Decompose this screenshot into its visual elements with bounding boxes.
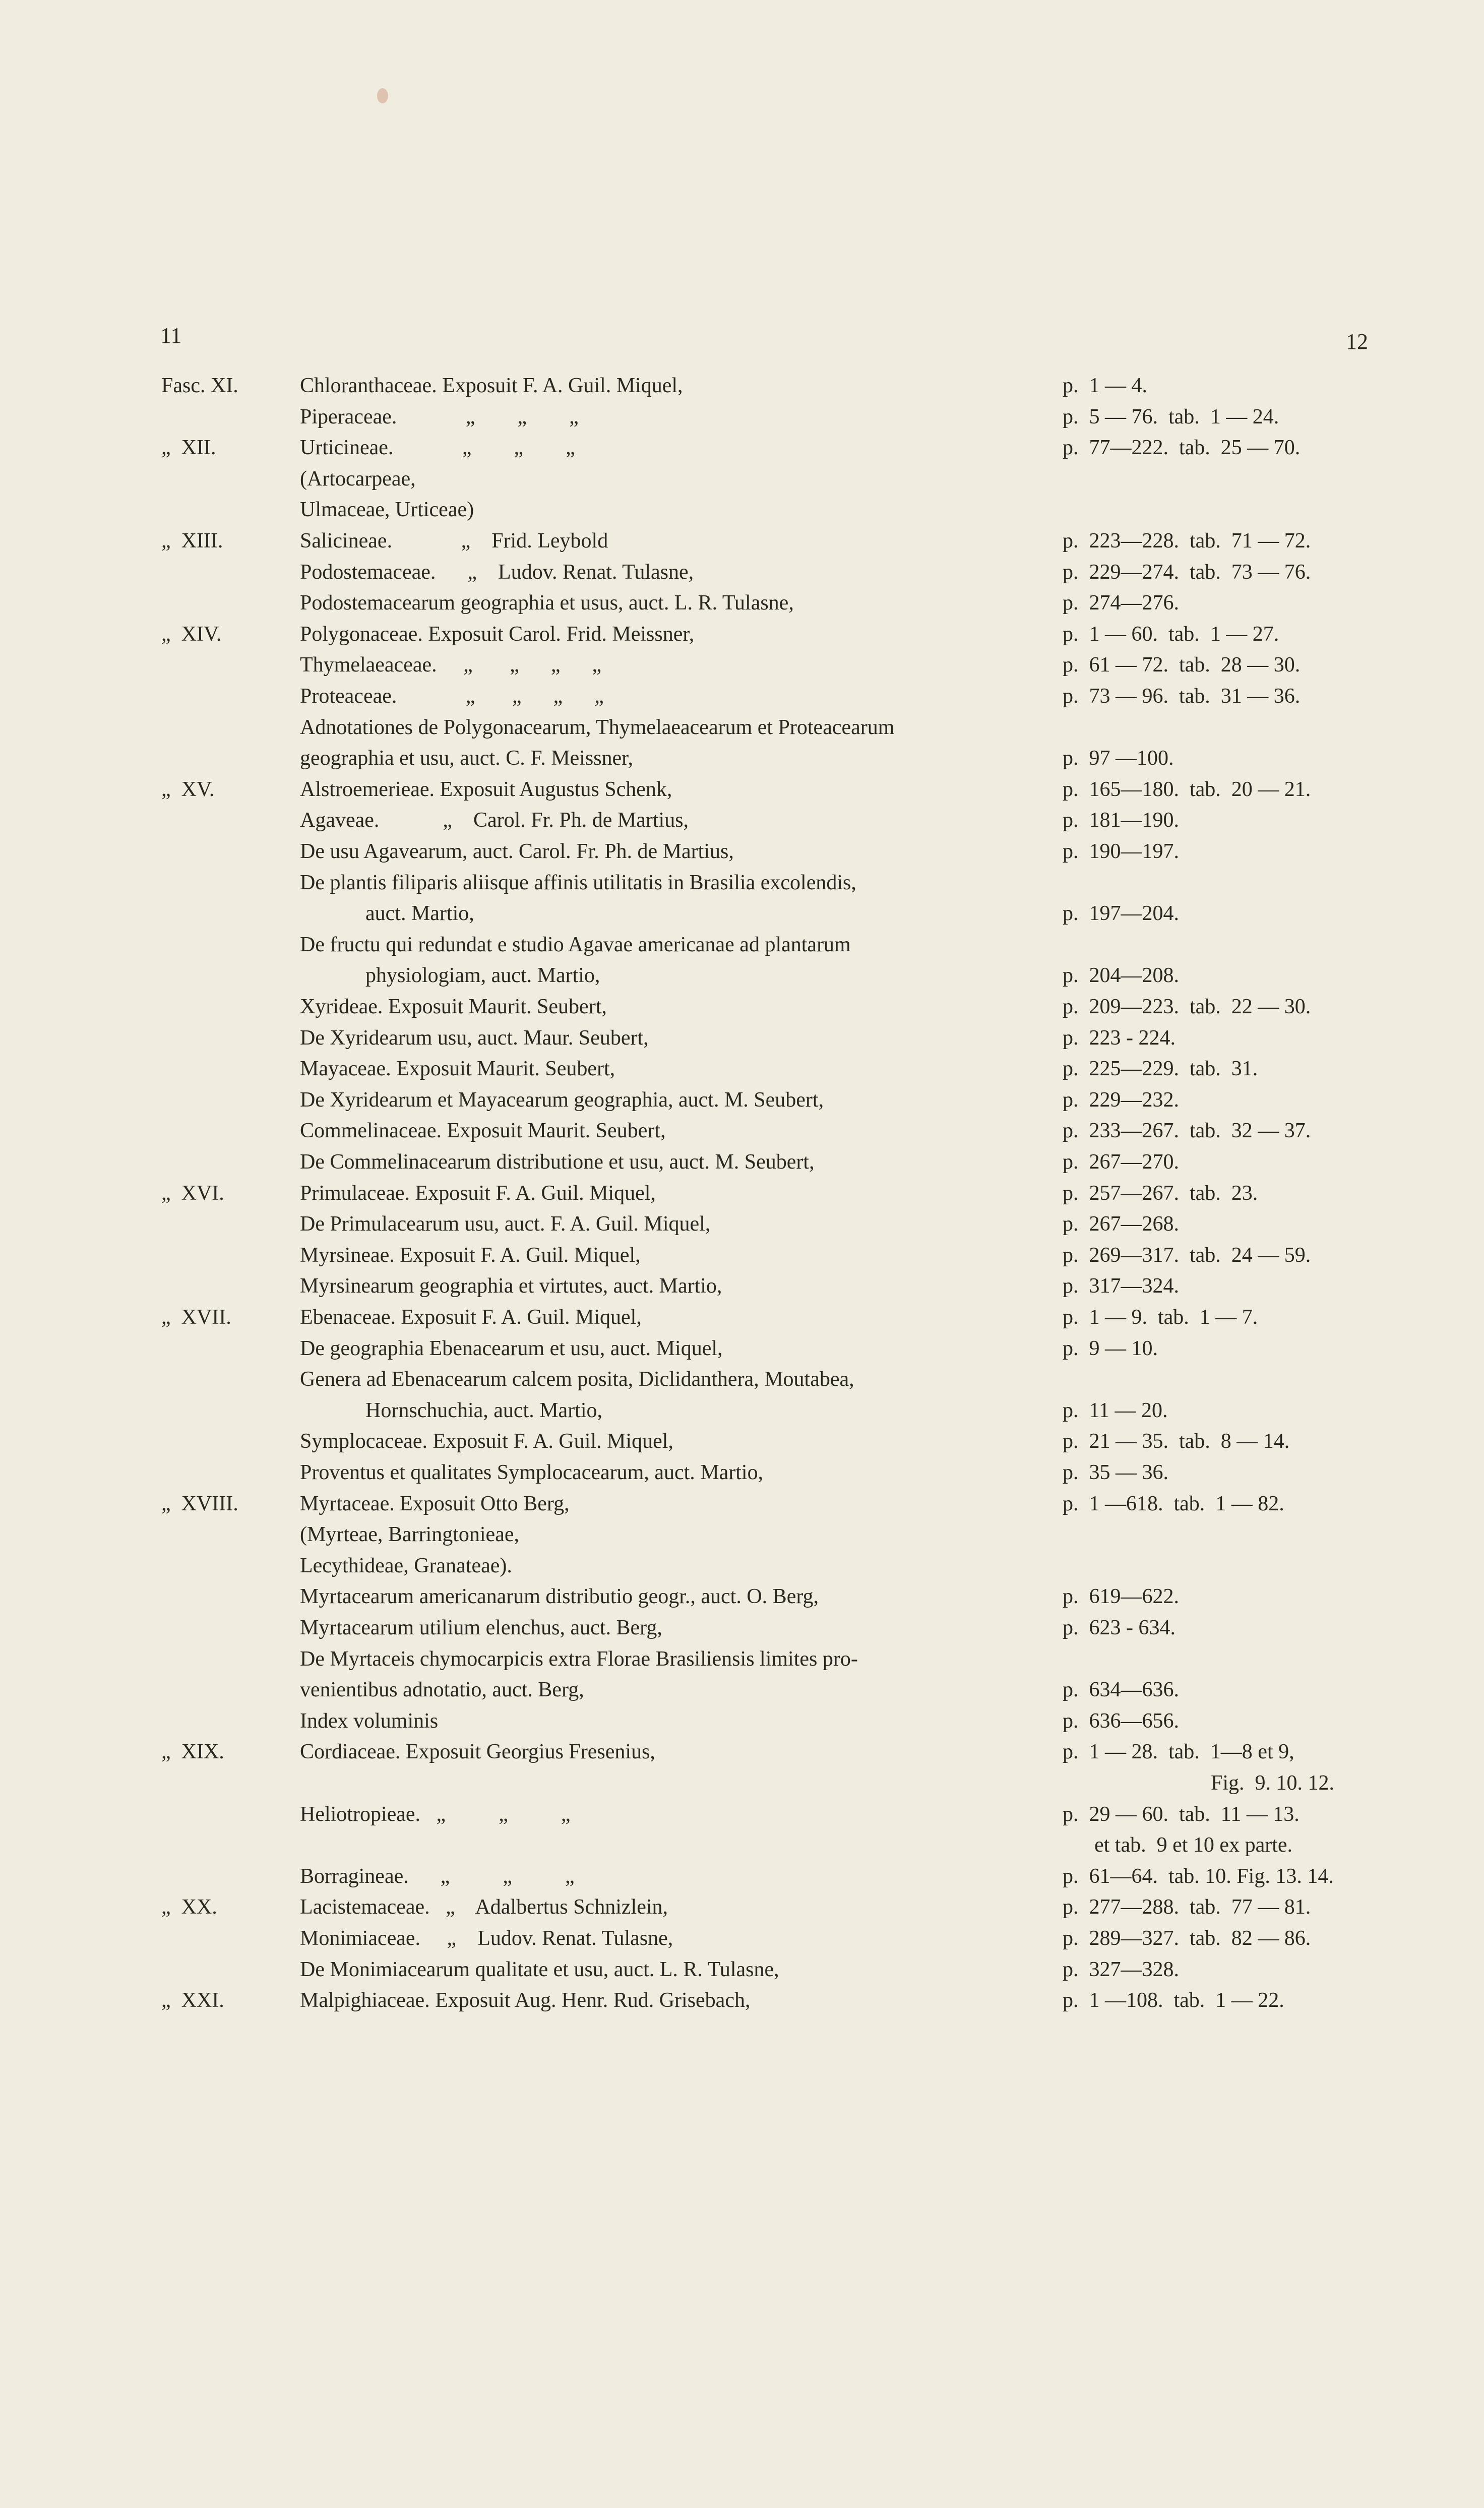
entry-pages: p. 223—228. tab. 71 — 72. [1063, 529, 1311, 553]
entry-pages: p. 233—267. tab. 32 — 37. [1063, 1119, 1311, 1143]
entry-title: Genera ad Ebenacearum calcem posita, Diclidanthera, Moutabea, [300, 1368, 854, 1391]
entry-title: Adnotationes de Polygonacearum, Thymelaeacearum et Proteacearum [300, 715, 895, 739]
entry-pages: p. 165—180. tab. 20 — 21. [1063, 777, 1311, 801]
toc-row [0, 1799, 1484, 1829]
entry-title: Myrtacearum utilium elenchus, auct. Berg, [300, 1616, 662, 1639]
entry-title: Commelinaceae. Exposuit Maurit. Seubert, [300, 1119, 666, 1143]
entry-title: De Xyridearum usu, auct. Maur. Seubert, [300, 1026, 649, 1050]
toc-row [0, 526, 1484, 556]
entry-pages: p. 225—229. tab. 31. [1063, 1057, 1258, 1081]
entry-title: Podostemaceae. „ Ludov. Renat. Tulasne, [300, 560, 694, 584]
entry-pages: p. 1 —108. tab. 1 — 22. [1063, 1989, 1284, 2012]
entry-pages: p. 289—327. tab. 82 — 86. [1063, 1927, 1311, 1950]
toc-row [0, 836, 1484, 867]
fascicle-number: „ XVII. [161, 1306, 231, 1329]
entry-title: Xyrideae. Exposuit Maurit. Seubert, [300, 995, 607, 1018]
entry-pages: p. 35 — 36. [1063, 1461, 1168, 1484]
entry-title: Cordiaceae. Exposuit Georgius Fresenius, [300, 1740, 655, 1764]
toc-row [0, 1085, 1484, 1115]
entry-title: Thymelaeaceae. „ „ „ „ [300, 653, 602, 677]
entry-pages: p. 9 — 10. [1063, 1336, 1158, 1360]
entry-pages: p. 1 —618. tab. 1 — 82. [1063, 1492, 1284, 1515]
toc-row [0, 1985, 1484, 2015]
entry-pages: p. 97 —100. [1063, 747, 1174, 770]
entry-title: Salicineae. „ Frid. Leybold [300, 529, 608, 553]
entry-title: De geographia Ebenacearum et usu, auct. Miquel, [300, 1336, 723, 1360]
toc-row [0, 1457, 1484, 1488]
entry-pages: p. 1 — 4. [1063, 374, 1147, 397]
entry-title: (Myrteae, Barringtonieae, [300, 1523, 519, 1547]
toc-row [0, 1737, 1484, 1767]
entry-pages: Fig. 9. 10. 12. [1063, 1771, 1335, 1795]
entry-title: Myrtaceae. Exposuit Otto Berg, [300, 1492, 570, 1515]
toc-row [0, 1892, 1484, 1922]
entry-pages: p. 77—222. tab. 25 — 70. [1063, 436, 1301, 460]
entry-title: Myrsineae. Exposuit F. A. Guil. Miquel, [300, 1243, 641, 1267]
toc-row [0, 960, 1484, 991]
toc-row [0, 1551, 1484, 1581]
entry-title: Myrtacearum americanarum distributio geogr., auct. O. Berg, [300, 1585, 819, 1609]
toc-row [0, 805, 1484, 835]
entry-title: De Monimiacearum qualitate et usu, auct. L. R. Tulasne, [300, 1958, 779, 1981]
entry-pages: p. 634—636. [1063, 1678, 1179, 1702]
entry-title: Symplocaceae. Exposuit F. A. Guil. Miquel, [300, 1430, 673, 1453]
toc-row [0, 619, 1484, 649]
toc-row [0, 1613, 1484, 1643]
toc-row [0, 557, 1484, 587]
toc-row [0, 930, 1484, 960]
entry-pages: p. 636—656. [1063, 1709, 1179, 1733]
fascicle-number: „ XIII. [161, 529, 223, 553]
entry-pages: p. 229—232. [1063, 1088, 1179, 1112]
entry-title: De fructu qui redundat e studio Agavae americanae ad plantarum [300, 933, 851, 956]
toc-row [0, 1023, 1484, 1053]
entry-pages: p. 61 — 72. tab. 28 — 30. [1063, 653, 1301, 677]
toc-row [0, 1923, 1484, 1953]
fascicle-number: „ XVI. [161, 1181, 224, 1205]
entry-pages: p. 190—197. [1063, 840, 1179, 863]
toc-row [0, 1209, 1484, 1239]
toc-row [0, 898, 1484, 929]
entry-pages: p. 204—208. [1063, 964, 1179, 988]
fascicle-number: „ XV. [161, 777, 215, 801]
entry-title: Borragineae. „ „ „ [300, 1864, 575, 1888]
entry-title: Monimiaceae. „ Ludov. Renat. Tulasne, [300, 1927, 673, 1950]
entry-title: Proteaceae. „ „ „ „ [300, 685, 604, 708]
fascicle-number: „ XII. [161, 436, 216, 460]
entry-title: Myrsinearum geographia et virtutes, auct. Martio, [300, 1274, 722, 1298]
toc-row [0, 1271, 1484, 1301]
entry-pages: p. 277—288. tab. 77 — 81. [1063, 1895, 1311, 1919]
entry-title: De Commelinacearum distributione et usu, auct. M. Seubert, [300, 1150, 815, 1174]
fascicle-number: „ XIV. [161, 622, 222, 646]
fascicle-number: „ XIX. [161, 1740, 224, 1764]
toc-row [0, 495, 1484, 525]
entry-title: Ulmaceae, Urticeae) [300, 498, 474, 522]
entry-pages: p. 11 — 20. [1063, 1398, 1168, 1422]
entry-title: Mayaceae. Exposuit Maurit. Seubert, [300, 1057, 615, 1081]
entry-title: (Artocarpeae, [300, 467, 416, 491]
entry-pages: p. 327—328. [1063, 1958, 1179, 1981]
toc-row [0, 371, 1484, 401]
entry-pages: p. 197—204. [1063, 902, 1179, 926]
entry-pages: p. 229—274. tab. 73 — 76. [1063, 560, 1311, 584]
toc-row [0, 1519, 1484, 1550]
entry-pages: p. 623 - 634. [1063, 1616, 1176, 1639]
entry-title: De Xyridearum et Mayacearum geographia, auct. M. Seubert, [300, 1088, 824, 1112]
toc-row [0, 681, 1484, 711]
entry-title: venientibus adnotatio, auct. Berg, [300, 1678, 584, 1702]
toc-row [0, 774, 1484, 805]
entry-pages: p. 5 — 76. tab. 1 — 24. [1063, 405, 1279, 429]
entry-title: Ebenaceae. Exposuit F. A. Guil. Miquel, [300, 1306, 642, 1329]
entry-title: Polygonaceae. Exposuit Carol. Frid. Meissner, [300, 622, 695, 646]
entry-title: Piperaceae. „ „ „ [300, 405, 579, 429]
toc-row [0, 1178, 1484, 1208]
entry-title: Hornschuchia, auct. Martio, [365, 1398, 603, 1422]
page-number-left: 11 [160, 323, 182, 348]
toc-row [0, 1954, 1484, 1985]
entry-title: De usu Agavearum, auct. Carol. Fr. Ph. de Martius, [300, 840, 734, 863]
toc-row [0, 868, 1484, 898]
entry-title: Agaveae. „ Carol. Fr. Ph. de Martius, [300, 809, 689, 832]
toc-row [0, 1426, 1484, 1456]
entry-title: Chloranthaceae. Exposuit F. A. Guil. Miquel, [300, 374, 683, 397]
toc-row [0, 1675, 1484, 1705]
entry-title: Proventus et qualitates Symplocacearum, auct. Martio, [300, 1461, 764, 1484]
entry-pages: p. 181—190. [1063, 809, 1179, 832]
entry-title: Lecythideae, Granateae). [300, 1554, 512, 1577]
toc-row [0, 1054, 1484, 1084]
entry-title: auct. Martio, [365, 902, 474, 926]
entry-pages: p. 1 — 28. tab. 1—8 et 9, [1063, 1740, 1294, 1764]
toc-row [0, 1333, 1484, 1364]
toc-row [0, 1861, 1484, 1891]
entry-title: Primulaceae. Exposuit F. A. Guil. Miquel, [300, 1181, 656, 1205]
entry-pages: p. 274—276. [1063, 591, 1179, 615]
fascicle-number: „ XX. [161, 1895, 217, 1919]
entry-pages: p. 619—622. [1063, 1585, 1179, 1609]
entry-title: Index voluminis [300, 1709, 439, 1733]
entry-pages: p. 1 — 9. tab. 1 — 7. [1063, 1306, 1258, 1329]
toc-row [0, 1116, 1484, 1146]
paper-stain [377, 88, 388, 103]
toc-row [0, 1830, 1484, 1860]
entry-pages: p. 1 — 60. tab. 1 — 27. [1063, 622, 1279, 646]
entry-title: physiologiam, auct. Martio, [365, 964, 600, 988]
toc-row [0, 1395, 1484, 1426]
entry-pages: et tab. 9 et 10 ex parte. [1063, 1833, 1293, 1857]
entry-title: Malpighiaceae. Exposuit Aug. Henr. Rud. Grisebach, [300, 1989, 751, 2012]
entry-pages: p. 73 — 96. tab. 31 — 36. [1063, 685, 1301, 708]
entry-title: Heliotropieae. „ „ „ [300, 1802, 571, 1826]
toc-row [0, 992, 1484, 1022]
entry-pages: p. 21 — 35. tab. 8 — 14. [1063, 1430, 1290, 1453]
entry-title: Podostemacearum geographia et usus, auct. L. R. Tulasne, [300, 591, 794, 615]
entry-pages: p. 29 — 60. tab. 11 — 13. [1063, 1802, 1300, 1826]
toc-row [0, 712, 1484, 743]
entry-pages: p. 209—223. tab. 22 — 30. [1063, 995, 1311, 1018]
entry-pages: p. 267—270. [1063, 1150, 1179, 1174]
entry-title: De Primulacearum usu, auct. F. A. Guil. Miquel, [300, 1212, 711, 1236]
entry-pages: p. 317—324. [1063, 1274, 1179, 1298]
toc-row [0, 743, 1484, 773]
toc-row [0, 1768, 1484, 1798]
toc-row [0, 464, 1484, 494]
fascicle-number: Fasc. XI. [161, 374, 238, 397]
toc-row [0, 588, 1484, 618]
entry-pages: p. 267—268. [1063, 1212, 1179, 1236]
entry-title: geographia et usu, auct. C. F. Meissner, [300, 747, 633, 770]
fascicle-number: „ XVIII. [161, 1492, 238, 1515]
entry-title: Urticineae. „ „ „ [300, 436, 575, 460]
toc-row [0, 1364, 1484, 1394]
toc-row [0, 1581, 1484, 1612]
toc-row [0, 650, 1484, 680]
entry-title: De Myrtaceis chymocarpicis extra Florae Brasiliensis limites pro- [300, 1647, 858, 1671]
fascicle-number: „ XXI. [161, 1989, 224, 2012]
toc-row [0, 1302, 1484, 1332]
toc-row [0, 1489, 1484, 1519]
entry-title: Lacistemaceae. „ Adalbertus Schnizlein, [300, 1895, 668, 1919]
entry-pages: p. 257—267. tab. 23. [1063, 1181, 1258, 1205]
toc-row [0, 402, 1484, 432]
entry-pages: p. 269—317. tab. 24 — 59. [1063, 1243, 1311, 1267]
toc-row [0, 1644, 1484, 1674]
toc-row [0, 1706, 1484, 1736]
entry-pages: p. 223 - 224. [1063, 1026, 1176, 1050]
entry-title: De plantis filiparis aliisque affinis utilitatis in Brasilia excolendis, [300, 871, 856, 894]
page-number-right: 12 [1346, 329, 1368, 354]
toc-row [0, 433, 1484, 463]
toc-row [0, 1147, 1484, 1177]
toc-row [0, 1240, 1484, 1270]
entry-pages: p. 61—64. tab. 10. Fig. 13. 14. [1063, 1864, 1334, 1888]
entry-title: Alstroemerieae. Exposuit Augustus Schenk, [300, 777, 672, 801]
